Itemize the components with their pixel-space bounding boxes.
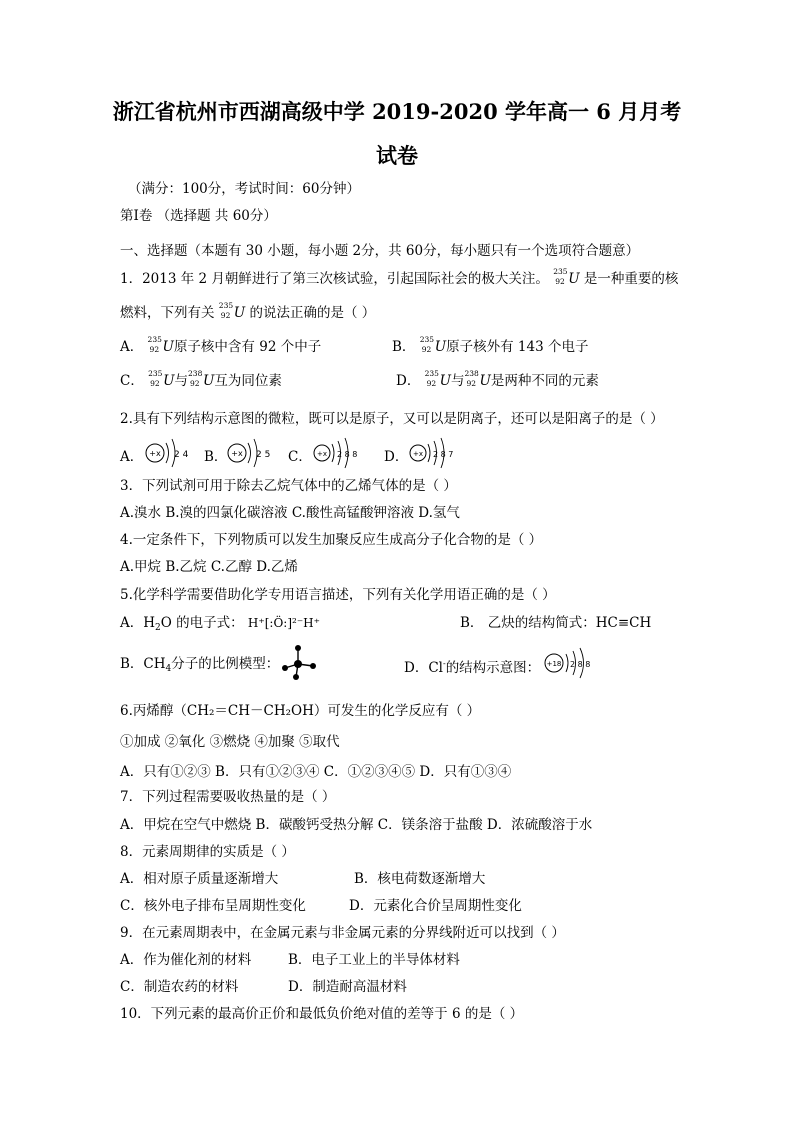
q5-option-c: B．$CH_4$分子的比例模型： bbox=[120, 656, 280, 674]
question-7-options: A．甲烷在空气中燃烧 B．碳酸钙受热分解 C．镁条溶于盐酸 D．浓硫酸溶于水 bbox=[120, 817, 593, 833]
water-electron-formula: H⁺[:Ö:]²⁻H⁺ bbox=[247, 616, 320, 630]
question-7-stem: 7．下列过程需要吸收热量的是（ ） bbox=[120, 789, 336, 805]
uranium-symbol: U bbox=[568, 271, 580, 287]
question-3-options: A.溴水 B.溴的四氯化碳溶液 C.酸性高锰酸钾溶液 D.氢气 bbox=[120, 505, 460, 521]
q2-option-a-atom-diagram bbox=[142, 436, 192, 470]
isotope-u238: 238 92 bbox=[464, 369, 479, 388]
q5-chloride-ion-diagram bbox=[542, 646, 612, 682]
q2-option-d-atom-diagram bbox=[406, 436, 466, 470]
q2-option-b-atom-diagram bbox=[224, 436, 274, 470]
q1-option-d: D． 235 92 U与 238 92 U是两种不同的元素 bbox=[396, 369, 599, 389]
q9-option-a: A．作为催化剂的材料 bbox=[120, 952, 252, 968]
q2-option-d-label: D． bbox=[384, 449, 409, 465]
nucleus-label: +18 bbox=[546, 660, 562, 668]
q8-option-a: A．相对原子质量逐渐增大 bbox=[120, 871, 279, 887]
methane-ratio-model-icon bbox=[280, 642, 320, 682]
q5-option-b: B． 乙炔的结构简式：HC≡CH bbox=[460, 615, 652, 631]
question-2-stem: 2.具有下列结构示意图的微粒，既可以是原子，又可以是阴离子，还可以是阳离子的是（ ） bbox=[120, 411, 664, 427]
q9-option-d: D．制造耐高温材料 bbox=[288, 979, 407, 995]
q5-option-a: A．$H_2O$ 的电子式： H⁺[:Ö:]²⁻H⁺ bbox=[120, 615, 320, 633]
q9-option-c: C．制造农药的材料 bbox=[120, 979, 239, 995]
question-6-stem: 6.丙烯醇（CH₂＝CH－CH₂OH）可发生的化学反应有（ ） bbox=[120, 703, 481, 719]
isotope-u235: 235 92 bbox=[148, 369, 163, 388]
question-6-options: A．只有①②③ B．只有①②③④ C．①②③④⑤ D．只有①③④ bbox=[120, 764, 512, 780]
shell-electrons: 2 4 bbox=[174, 450, 189, 460]
nucleus-label: +x bbox=[149, 449, 161, 458]
isotope-u235: 235 92 bbox=[553, 267, 568, 286]
q1-option-b: B． 235 92 U原子核外有 143 个电子 bbox=[392, 335, 589, 355]
question-8-stem: 8．元素周期律的实质是（ ） bbox=[120, 844, 295, 860]
isotope-u235: 235 92 bbox=[147, 335, 162, 354]
nucleus-label: +x bbox=[412, 450, 424, 458]
q2-option-c-label: C． bbox=[288, 449, 312, 465]
q2-option-a-label: A． bbox=[120, 449, 144, 465]
section-heading: 第Ⅰ卷 （选择题 共 60分） bbox=[120, 208, 277, 224]
question-4-options: A.甲烷 B.乙烷 C.乙醇 D.乙烯 bbox=[120, 559, 298, 575]
isotope-u235: 235 92 bbox=[424, 369, 439, 388]
question-10-stem: 10．下列元素的最高价正价和最低负价绝对值的差等于 6 的是（ ） bbox=[120, 1006, 524, 1022]
q8-option-c: C．核外电子排布呈周期性变化 bbox=[120, 898, 306, 914]
isotope-u235: 235 92 bbox=[218, 301, 234, 320]
isotope-u238: 238 92 bbox=[188, 369, 203, 388]
question-5-stem: 5.化学科学需要借助化学专用语言描述，下列有关化学用语正确的是（ ） bbox=[120, 587, 556, 603]
q8-option-d: D．元素化合价呈周期性变化 bbox=[349, 898, 522, 914]
shell-electrons: 2 8 7 bbox=[433, 450, 454, 459]
q1-stem-text-a: 1．2013 年 2 月朝鲜进行了第三次核试验，引起国际社会的极大关注。 bbox=[120, 271, 549, 287]
q2-option-b-label: B． bbox=[204, 449, 228, 465]
q2-option-c-atom-diagram bbox=[310, 436, 370, 470]
question-6-items: ①加成 ②氧化 ③燃烧 ④加聚 ⑤取代 bbox=[120, 734, 340, 750]
question-1-stem-line2: 燃料，下列有关 235 92 U 的说法正确的是（ ） bbox=[120, 301, 376, 321]
q1-option-c: C． 235 92 U与 238 92 U互为同位素 bbox=[120, 369, 282, 389]
q1-stem-text-b: 是一种重要的核 bbox=[583, 271, 679, 287]
exam-title-line1: 浙江省杭州市西湖高级中学 2019-2020 学年高一 6 月月考 bbox=[112, 99, 682, 124]
question-4-stem: 4.一定条件下，下列物质可以发生加聚反应生成高分子化合物的是（ ） bbox=[120, 532, 543, 548]
part-heading: 一、选择题（本题有 30 小题，每小题 2分，共 60分，每小题只有一个选项符合题意） bbox=[120, 243, 640, 259]
isotope-u235: 235 92 bbox=[419, 335, 435, 354]
exam-meta: （满分：100分，考试时间：60分钟） bbox=[128, 181, 360, 197]
q9-option-b: B．电子工业上的半导体材料 bbox=[288, 952, 460, 968]
q8-option-b: B．核电荷数逐渐增大 bbox=[354, 871, 486, 887]
shell-electrons: 2 5 bbox=[256, 450, 271, 460]
nucleus-label: +x bbox=[231, 449, 243, 458]
exam-title-line2: 试卷 bbox=[376, 143, 418, 168]
q1-option-a: A． 235 92 U原子核中含有 92 个中子 bbox=[120, 335, 322, 355]
shell-electrons: 2 8 8 bbox=[570, 660, 591, 669]
shell-electrons: 2 8 8 bbox=[337, 450, 358, 459]
q5-option-d: D．Cl-的结构示意图： bbox=[404, 659, 541, 676]
question-1-stem bbox=[120, 267, 679, 288]
question-9-stem: 9．在元素周期表中，在金属元素与非金属元素的分界线附近可以找到（ ） bbox=[120, 925, 565, 941]
question-3-stem: 3．下列试剂可用于除去乙烷气体中的乙烯气体的是（ ） bbox=[120, 478, 457, 494]
nucleus-label: +x bbox=[316, 450, 328, 458]
